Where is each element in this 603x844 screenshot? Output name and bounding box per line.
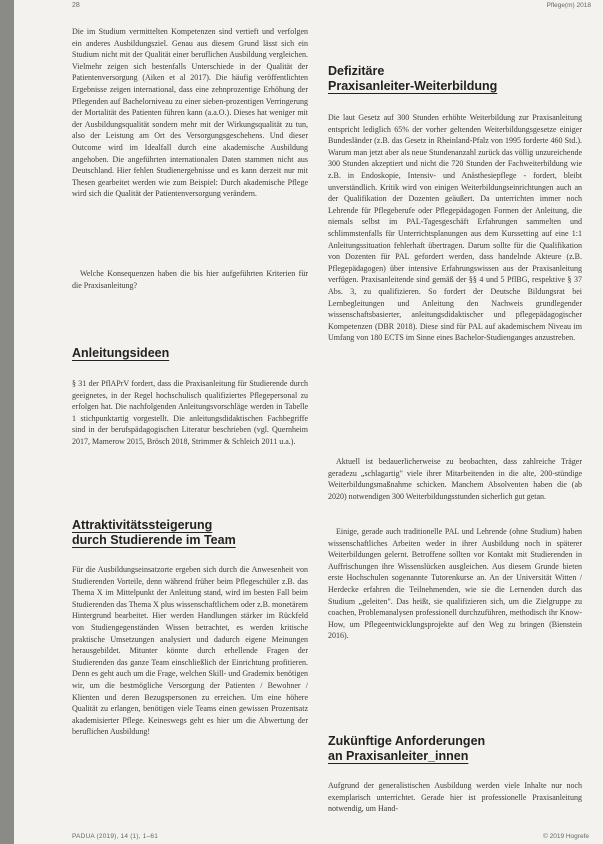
section-paragraph-attraktivitaet: Für die Ausbildungseinsatzorte ergeben sich durch die Anwesenheit von Studierenden Vorteile, denn während früher beim Pflegeschüler z.B. das Thema X im Mittelpunkt der Anleitung stand, wird im besten Fall beim Studierenden das Thema X plus wissenschaftlichem oder z.B. monetärem Hintergrund bearbeitet. Hier werden Handlungen stärker im Rückfeld von Studiengegenständen Wissen betrachtet, es werden kritische praktische Umsetzungen analysiert und dadurch eigene Meinungen herausgebildet. Mitunter könnte durch erhellende Fragen der Studierenden das ganze Team einschließlich der Einrichtung profitieren. Denn es geht auch um die Frage, welchen Skill- und Grademix benötigen wir, um die bestmögliche Versorgung der Patienten / Bewohner / Klienten und deren Bezugspersonen zu erreichen. Um eine höhere Qualität zu erlangen, benötigen viele Teams einen gewissen Prozentsatz akademisierter Pflege. Keineswegs geht es hier um die Abwertung der beruflichen Ausbildung!	[72, 565, 308, 737]
section-paragraph-defizitaer: Die laut Gesetz auf 300 Stunden erhöhte Weiterbildung zur Praxisanleitung entspricht lediglich 65% der vorher geltenden Weiterbildungsgesetze einiger Bundesländer (z.B. das Gesetz in Rheinland-Pfalz von 1995 forderte 460 Std.). Warum man jetzt aber als neue Stundenanzahl zurück das völlig unzureichende 300 Stunden akzeptiert und nicht die 720 Stunden der Fachweiterbildung wie z.B. in Endoskopie, Intensiv- und Anästhesiepflege - fordert, bleibt unverständlich. Kritik wird von einigen Weiterbildungseinrichtungen auch an der Qualifikation der Dozenten geäußert. Da unterrichten immer noch Lehrende für Pflegeberufe oder Pflegepädagogen Formen der Anleitung, die niemals selbst im PAL-Tagesgeschäft Erfahrungen sammelten und schlimmstenfalls für Unterrichtsplanungen aus dem Kurssetting auf eine 1:1 Anleitungssituation fehlerhaft übertragen. Darum sollte für die Qualifikation von Dozenten für PAL gefordert werden, dass handelnde Akteure (z.B. Pflegepädagogen) über intensive Erfahrungswissen aus der Praxisanleitung verfügen. Praxisanleitende sind gemäß der §§ 4 und 5 PflBG, respektive § 37 Abs. 3, zu qualifizieren. So fordert der Deutsche Bildungsrat bei Lernbegleitungen und Anleitung den Nachweis grundlegender wissenschaftsbasierter, anleitungsdidaktischer und pflegepädagogischer Kompetenzen (DBR 2018). Diese sind für PAL auf akademischem Niveau im Umfang von 180 ECTS im Sinne eines Bachelor-Studienganges anzustreben.	[328, 113, 582, 343]
section-paragraph-defizitaer-2: Aktuell ist bedauerlicherweise zu beobachten, dass zahlreiche Träger geradezu „schlagartig" viele ihrer Mitarbeitenden in die alte, 200-stündige Weiterbildungsmaßnahme schicken. Manchem Absolventen haben die (ab 2020) notwendigen 300 Weiterbildungsstunden sicherlich gut getan.	[328, 457, 582, 501]
section-paragraph-defizitaer-3: Einige, gerade auch traditionelle PAL und Lehrende (ohne Studium) haben wissenschaftliches Arbeiten weder in ihrer Ausbildung noch in späterer Weiterbildungen gelernt. Betroffene sollten vor Kontakt mit Studierenden in Auffrischungen ihre Wissenslücken ausgleichen. Aus diesem Grunde bieten erste Hochschulen sogenannte Tutorenkurse an. An der Universität Witten / Herdecke erfahren die Teilnehmenden, wie sie die Lernenden durch das Studium „geleiten". Das heißt, sie qualifizieren sich, um die Zielgruppe zu coachen, Problemanalysen professionell durchzuführen, methodisch ihr Know-How, um Pflegeentwicklungsprojekte auf den Weg zu bringen (Bienstein 2016).	[328, 527, 582, 641]
heading-line-2: an Praxisanleiter_innen	[328, 749, 469, 763]
heading-line-1: Defizitäre	[328, 64, 385, 78]
footer-citation: PADUA (2019), 14 (1), 1–61	[72, 833, 159, 840]
intro-paragraph-2: Welche Konsequenzen haben die bis hier aufgeführten Kriterien für die Praxisanleitung?	[72, 269, 308, 290]
heading-line-1: Zukünftige Anforderungen	[328, 734, 486, 748]
heading-line-1: Attraktivitätssteigerung	[72, 518, 213, 532]
heading-line: Anleitungsideen	[72, 346, 170, 360]
running-header: Pflege(m) 2018	[546, 2, 591, 9]
section-paragraph-zukuenftig: Aufgrund der generalistischen Ausbildung werden viele Inhalte nur noch exemplarisch unterrichtet. Gerade hier ist professionelle Praxisanleitung notwendig, um Hand-	[328, 781, 582, 814]
section-heading-defizitaer	[328, 64, 582, 94]
document-page	[14, 0, 603, 844]
section-heading-attraktivitaet	[72, 518, 308, 548]
page-number: 28	[72, 2, 80, 9]
section-heading-zukuenftig	[328, 734, 582, 764]
footer-publisher: © 2019 Hogrefe	[543, 833, 589, 840]
section-paragraph-anleitungsideen: § 31 der PflAPrV fordert, dass die Praxisanleitung für Studierende durch geeignetes, in der Regel hochschulisch qualifiziertes Pflegepersonal zu erfolgen hat. Die nachfolgenden Anleitungsvorschläge werden in Tabelle 1 stichpunktartig vorgestellt. Die anleitungsdidaktischen Fachbegriffe sind in der berufspädagogischen Literatur beschrieben (vgl. Quernheim 2017, Mamerow 2015, Brösch 2018, Strimmer & Schleich 2011 u.a.).	[72, 379, 308, 446]
heading-line-2: durch Studierende im Team	[72, 533, 236, 547]
section-heading-anleitungsideen	[72, 346, 308, 361]
intro-paragraph: Die im Studium vermittelten Kompetenzen sind vertieft und verfolgen ein anderes Ausbildungsziel. Genau aus diesem Grund lässt sich ein Studium nicht mit der Qualität einer beruflichen Ausbildung vergleichen. Vielmehr zeigen sich bestenfalls Unterschiede in der Qualität der Patientenversorgung (Aiken et al 2017). Die häufig veröffentlichten Ergebnisse zeigen international, dass eine zehnprozentige Erhöhung der Pflegenden auf Bachelorniveau zu einer sieben-prozentigen Verringerung der Mortalität des Patienten führen kann (a.a.O.). Dieses hat weniger mit der Ausbildungsqualität sondern mehr mit der Wirkungsqualität zu tun, also der Leistung am Ort des Versorgungsgeschehens. Und dieser Outcome wird im Idealfall durch eine akademische Ausbildung angehoben. Die angeführten internationalen Daten stammen nicht aus Deutschland. Hier fehlen Studienergebnisse und es kann derzeit nur mit Thesen gearbeitet werden wie zum Beispiel: Durch akademische Pflege wird sich die Qualität der Patientenversorgung verändern.	[72, 27, 308, 199]
heading-line-2: Praxisanleiter-Weiterbildung	[328, 79, 498, 93]
